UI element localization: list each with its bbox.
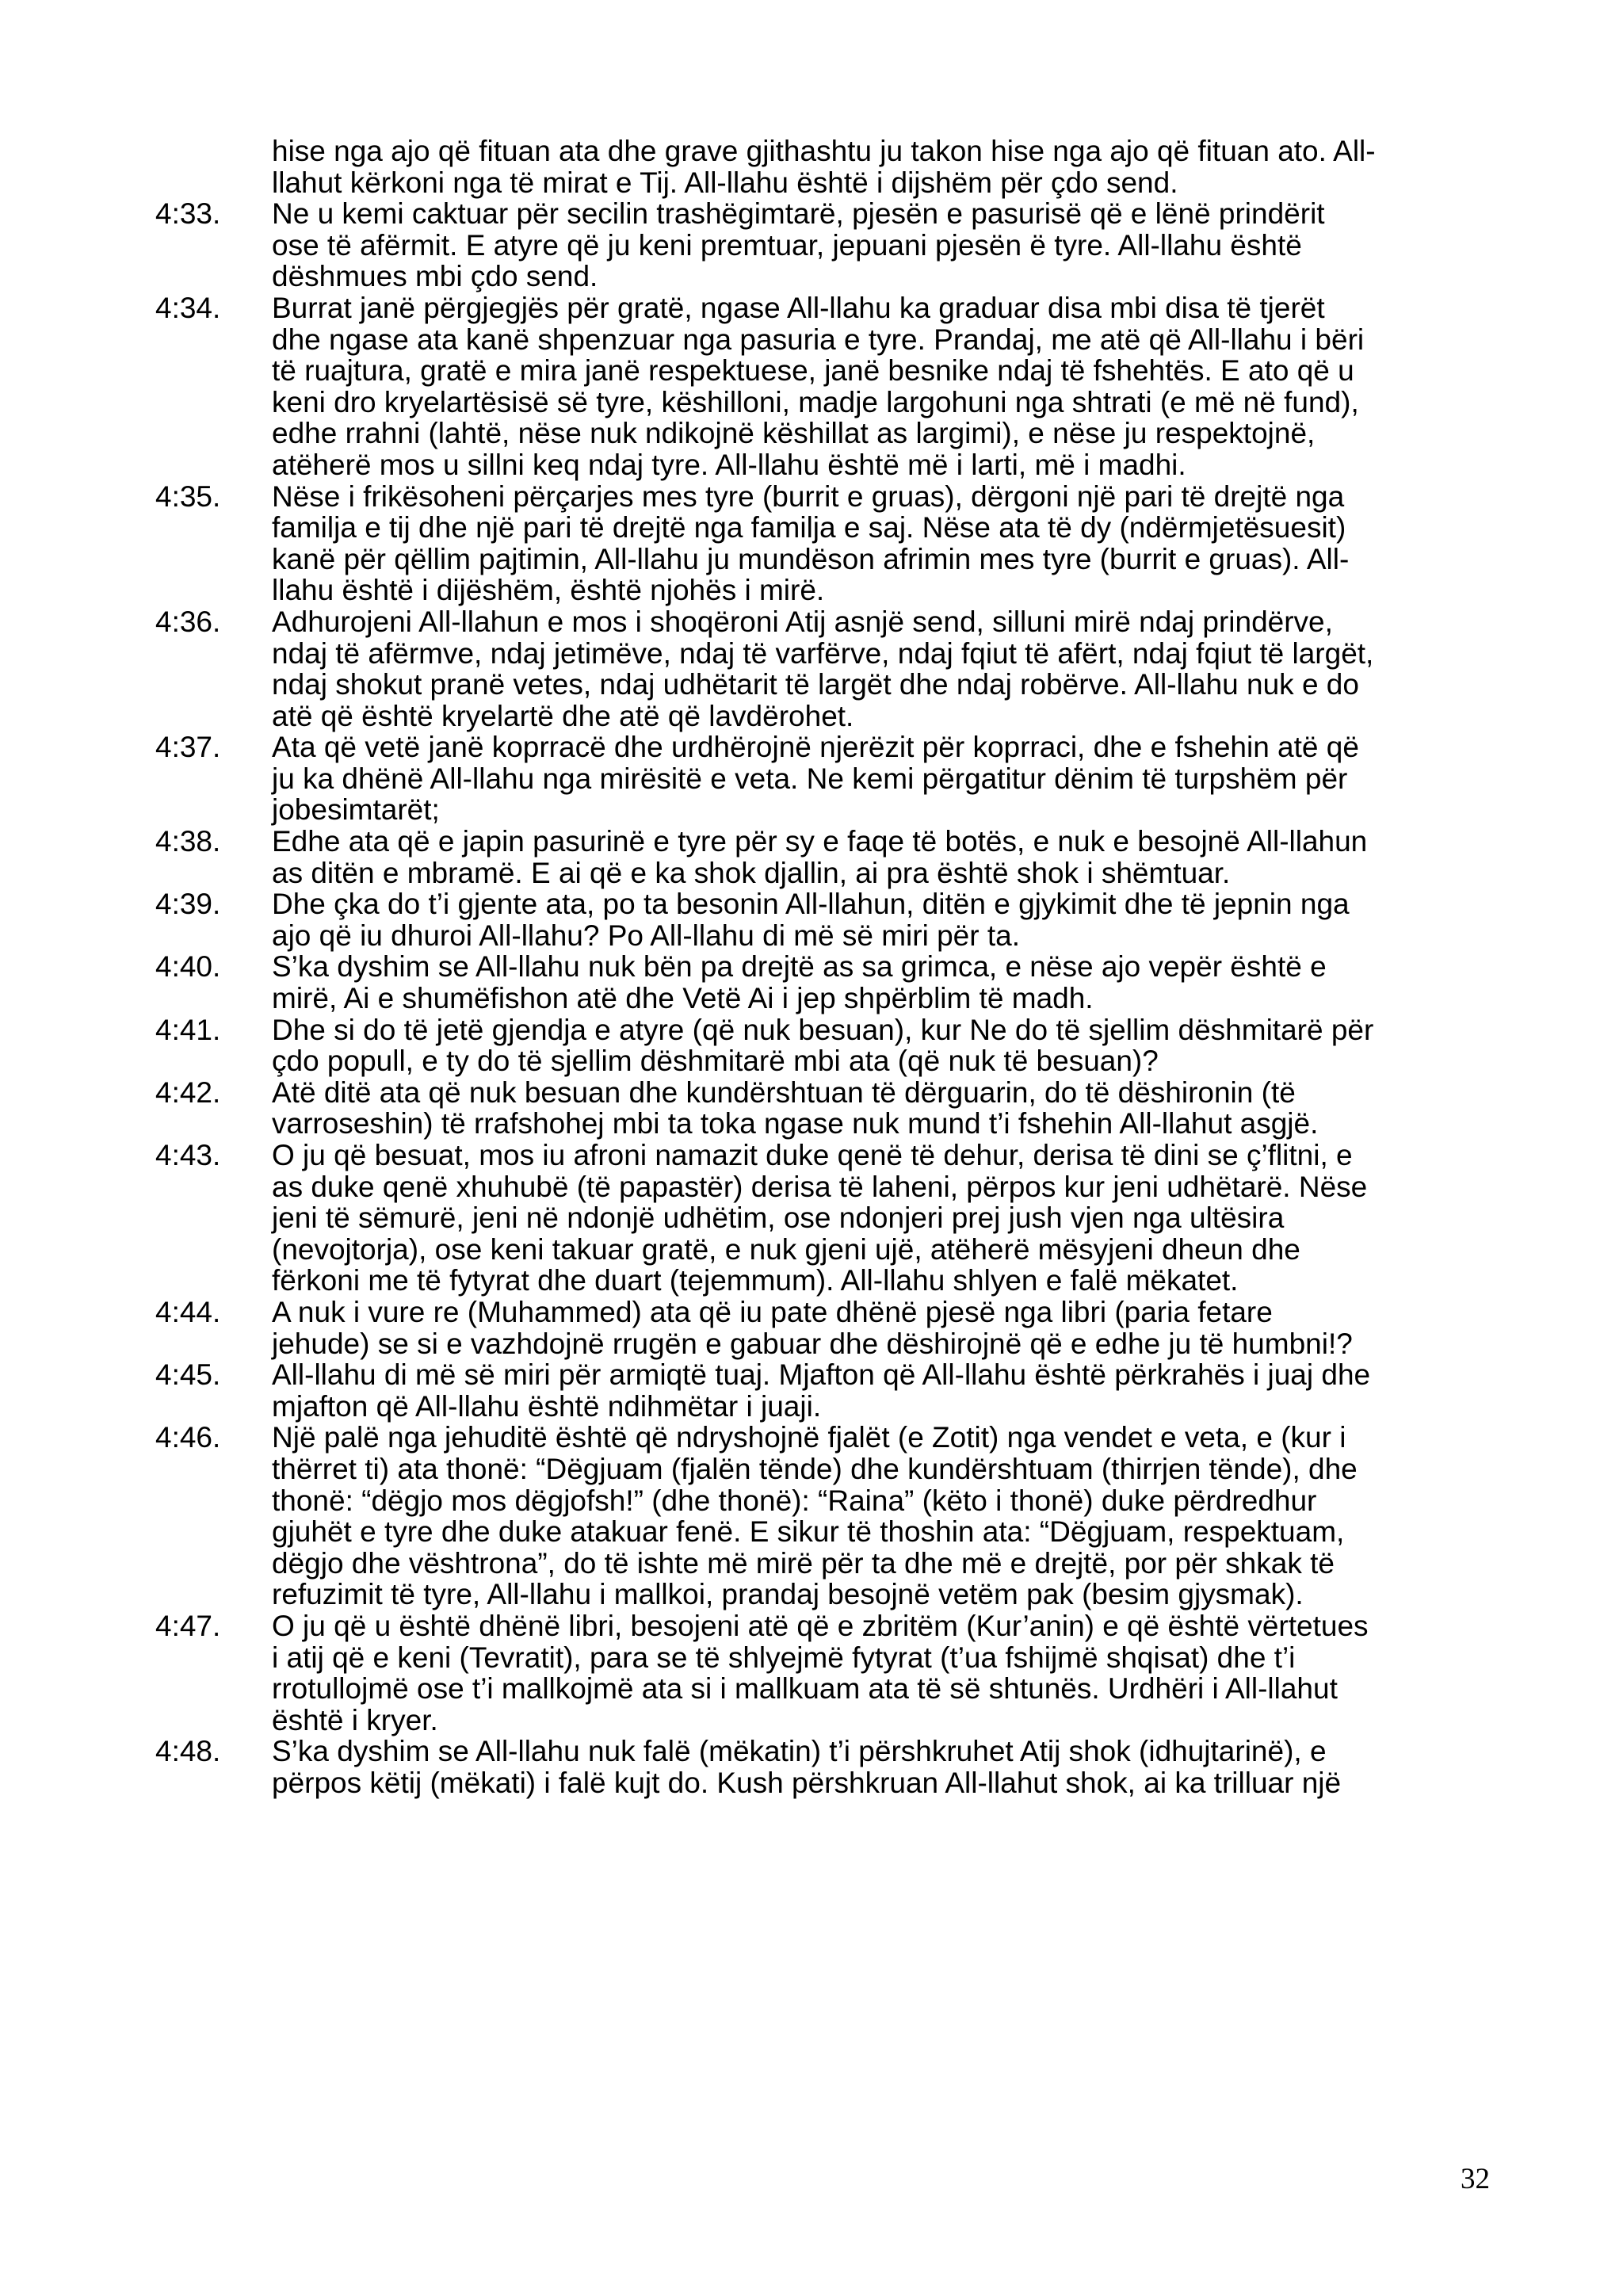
verse-line: Një palë nga jehuditë është që ndryshojnë fjalët (e Zotit) nga vendet e veta, e (kur i <box>272 1421 1346 1454</box>
verse-text <box>272 606 1534 732</box>
verse-line: gjuhët e tyre dhe duke atakuar fenë. E sikur të thoshin ata: “Dëgjuam, respektuam, <box>272 1515 1345 1549</box>
verse-line: ju ka dhënë All-llahu nga mirësitë e veta. Ne kemi përgatitur dënim të turpshëm për <box>272 762 1348 795</box>
verse-text <box>272 1140 1534 1297</box>
verse-line: jehude) se si e vazhdojnë rrugën e gabuar dhe dëshirojnë që e edhe ju të humbni!? <box>272 1327 1353 1360</box>
verse-line: ose të afërmit. E atyre që ju keni premtuar, jepuani pjesën ë tyre. All-llahu është <box>272 228 1302 262</box>
verse-line: ajo që iu dhuroi All-llahu? Po All-llahu di më së miri për ta. <box>272 919 1020 952</box>
verse-number: 4:35. <box>155 479 221 513</box>
verse-entry <box>155 826 1534 888</box>
verse-line: mirë, Ai e shumëfishon atë dhe Vetë Ai i jep shpërblim të madh. <box>272 982 1094 1015</box>
verse-entry <box>155 292 1534 481</box>
verse-entry <box>155 1359 1534 1422</box>
verse-entry <box>155 481 1534 606</box>
verse-entry <box>155 198 1534 292</box>
verse-line: Burrat janë përgjegjës për gratë, ngase All-llahu ka graduar disa mbi disa të tjerët <box>272 291 1325 324</box>
verse-text <box>272 951 1534 1014</box>
verse-line: jobesimtarët; <box>272 793 440 827</box>
verse-line: llahu është i dijëshëm, është njohës i mirë. <box>272 574 825 607</box>
verse-line: Atë ditë ata që nuk besuan dhe kundërshtuan të dërguarin, do të dëshironin (të <box>272 1075 1296 1109</box>
verse-text <box>272 292 1534 481</box>
verse-entry <box>155 1140 1534 1297</box>
verse-line: jeni të sëmurë, jeni në ndonjë udhëtim, ose ndonjeri prej jush vjen nga ultësira <box>272 1201 1285 1235</box>
verse-text <box>272 198 1534 292</box>
verse-line: llahut kërkoni nga të mirat e Tij. All-llahu është i dijshëm për çdo send. <box>272 166 1178 199</box>
verse-line: Dhe si do të jetë gjendja e atyre (që nuk besuan), kur Ne do të sjellim dëshmitarë për <box>272 1013 1374 1046</box>
verse-line: përpos këtij (mëkati) i falë kujt do. Kush përshkruan All-llahut shok, ai ka trilluar një <box>272 1766 1342 1799</box>
verse-line: ndaj shokut pranë vetes, ndaj udhëtarit të largët dhe ndaj robërve. All-llahu nuk e do <box>272 668 1359 701</box>
verse-line: O ju që besuat, mos iu afroni namazit duke qenë të dehur, derisa të dini se ç’flitni, e <box>272 1139 1353 1171</box>
verse-entry <box>155 606 1534 732</box>
verse-number: 4:43. <box>155 1139 221 1171</box>
verse-line: rrotullojmë ose t’i mallkojmë ata si i mallkuam ata të së shtunës. Urdhëri i All-llahut <box>272 1672 1338 1706</box>
verse-entry <box>155 1077 1534 1140</box>
verse-number <box>155 136 272 198</box>
verse-text <box>272 1077 1534 1140</box>
verse-line: çdo popull, e ty do të sjellim dëshmitarë mbi ata (që nuk të besuan)? <box>272 1045 1159 1078</box>
verse-text <box>272 826 1534 888</box>
verse-entry <box>155 1422 1534 1610</box>
verse-line: edhe rrahni (lahtë, nëse nuk ndikojnë këshillat as largimi), e nëse ju respektojnë, <box>272 417 1316 450</box>
verse-entry <box>155 1610 1534 1736</box>
verse-line: Edhe ata që e japin pasurinë e tyre për sy e faqe të botës, e nuk e besojnë All-llahun <box>272 825 1368 858</box>
verse-text <box>272 732 1534 826</box>
verse-line: thonë: “dëgjo mos dëgjofsh!” (dhe thonë): “Raina” (këto i thonë) duke përdredhur <box>272 1484 1317 1517</box>
verse-line: atë që është kryelartë dhe atë që lavdërohet. <box>272 699 854 732</box>
verse-number: 4:40. <box>155 950 221 984</box>
verse-number: 4:37. <box>155 731 221 764</box>
verse-line: as ditën e mbramë. E ai që e ka shok djallin, ai pra është shok i shëmtuar. <box>272 856 1231 889</box>
verse-entry <box>155 951 1534 1014</box>
verse-text <box>272 888 1534 951</box>
verse-line: as duke qenë xhuhubë (të papastër) derisa të laheni, përpos kur jeni udhëtarë. Nëse <box>272 1170 1368 1203</box>
verse-line: dëshmues mbi çdo send. <box>272 260 598 293</box>
verse-number: 4:33. <box>155 197 221 231</box>
verse-line: Ne u kemi caktuar për secilin trashëgimtarë, pjesën e pasurisë që e lënë prindërit <box>272 197 1325 231</box>
verse-line: O ju që u është dhënë libri, besojeni atë që e zbritëm (Kur’anin) e që është vërtetues <box>272 1609 1369 1642</box>
verse-line: ndaj të afërmve, ndaj jetimëve, ndaj të varfërve, ndaj fqiut të afërt, ndaj fqiut të largët, <box>272 636 1374 670</box>
verse-text <box>272 136 1534 198</box>
verse-line: kanë për qëllim pajtimin, All-llahu ju mundëson afrimin mes tyre (burrit e gruas). All- <box>272 542 1350 575</box>
verse-line: familja e tij dhe një pari të drejtë nga familja e saj. Nëse ata të dy (ndërmjetësuesit) <box>272 511 1346 544</box>
verse-line: dëgjo dhe vështrona”, do të ishte më mirë për ta dhe më e drejtë, por për shkak të <box>272 1546 1335 1580</box>
verse-number: 4:45. <box>155 1358 221 1392</box>
verse-line: thërret ti) ata thonë: “Dëgjuam (fjalën tënde) dhe kundërshtuam (thirrjen tënde), dhe <box>272 1452 1358 1485</box>
verse-number: 4:48. <box>155 1735 221 1768</box>
verse-line: atëherë mos u sillni keq ndaj tyre. All-llahu është më i larti, më i madhi. <box>272 448 1186 481</box>
verse-line: All-llahu di më së miri për armiqtë tuaj. Mjafton që All-llahu është përkrahës i juaj dhe <box>272 1358 1371 1392</box>
verse-line: mjafton që All-llahu është ndihmëtar i juaji. <box>272 1389 822 1423</box>
verse-number: 4:46. <box>155 1421 221 1454</box>
verse-line: dhe ngase ata kanë shpenzuar nga pasuria e tyre. Prandaj, me atë që All-llahu i bëri <box>272 323 1365 356</box>
verse-line: A nuk i vure re (Muhammed) ata që iu pate dhënë pjesë nga libri (paria fetare <box>272 1295 1273 1328</box>
verse-line: S’ka dyshim se All-llahu nuk falë (mëkatin) t’i përshkruhet Atij shok (idhujtarinë), e <box>272 1735 1327 1768</box>
verse-line: i atij që e keni (Tevratit), para se të shlyejmë fytyrat (t’ua fshijmë shqisat) dhe t’i <box>272 1641 1296 1674</box>
verse-text <box>272 1297 1534 1359</box>
page-number: 32 <box>1461 2163 1490 2195</box>
verse-entry <box>155 1736 1534 1798</box>
verse-list <box>155 136 1534 1798</box>
verse-entry <box>155 1297 1534 1359</box>
verse-text <box>272 1610 1534 1736</box>
verse-line: S’ka dyshim se All-llahu nuk bën pa drejtë as sa grimca, e nëse ajo vepër është e <box>272 950 1327 984</box>
verse-entry <box>155 732 1534 826</box>
verse-entry <box>155 1014 1534 1077</box>
verse-line: të ruajtura, gratë e mira janë respektuese, janë besnike ndaj të fshehtës. E ato që u <box>272 354 1354 388</box>
verse-text <box>272 1736 1534 1798</box>
verse-entry <box>155 136 1534 198</box>
verse-number: 4:38. <box>155 825 221 858</box>
verse-line: refuzimit të tyre, All-llahu i mallkoi, prandaj besojnë vetëm pak (besim gjysmak). <box>272 1578 1304 1611</box>
verse-number: 4:42. <box>155 1075 221 1109</box>
verse-line: është i kryer. <box>272 1703 438 1736</box>
verse-number: 4:41. <box>155 1013 221 1046</box>
verse-line: hise nga ajo që fituan ata dhe grave gjithashtu ju takon hise nga ajo që fituan ato. All- <box>272 135 1376 167</box>
verse-text <box>272 1014 1534 1077</box>
verse-text <box>272 1359 1534 1422</box>
verse-text <box>272 1422 1534 1610</box>
verse-line: (nevojtorja), ose keni takuar gratë, e nuk gjeni ujë, atëherë mësyjeni dheun dhe <box>272 1232 1300 1266</box>
verse-number: 4:44. <box>155 1295 221 1328</box>
verse-line: Adhurojeni All-llahun e mos i shoqëroni Atij asnjë send, silluni mirë ndaj prindërve, <box>272 605 1333 638</box>
verse-number: 4:36. <box>155 605 221 638</box>
verse-line: varroseshin) të rrafshohej mbi ta toka ngase nuk mund t’i fshehin All-llahut asgjë. <box>272 1107 1319 1140</box>
verse-number: 4:34. <box>155 291 221 324</box>
verse-number: 4:39. <box>155 888 221 921</box>
verse-entry <box>155 888 1534 951</box>
verse-line: Dhe çka do t’i gjente ata, po ta besonin All-llahun, ditën e gjykimit dhe të jepnin nga <box>272 888 1350 921</box>
verse-line: Ata që vetë janë koprracë dhe urdhërojnë njerëzit për koprraci, dhe e fshehin atë që <box>272 731 1359 764</box>
verse-line: keni dro kryelartësisë së tyre, këshilloni, madje largohuni nga shtrati (e më në fund), <box>272 385 1359 418</box>
verse-number: 4:47. <box>155 1609 221 1642</box>
verse-line: Nëse i frikësoheni përçarjes mes tyre (burrit e gruas), dërgoni një pari të drejtë nga <box>272 479 1345 513</box>
verse-line: fërkoni me të fytyrat dhe duart (tejemmum). All-llahu shlyen e falë mëkatet. <box>272 1264 1239 1297</box>
verse-text <box>272 481 1534 606</box>
